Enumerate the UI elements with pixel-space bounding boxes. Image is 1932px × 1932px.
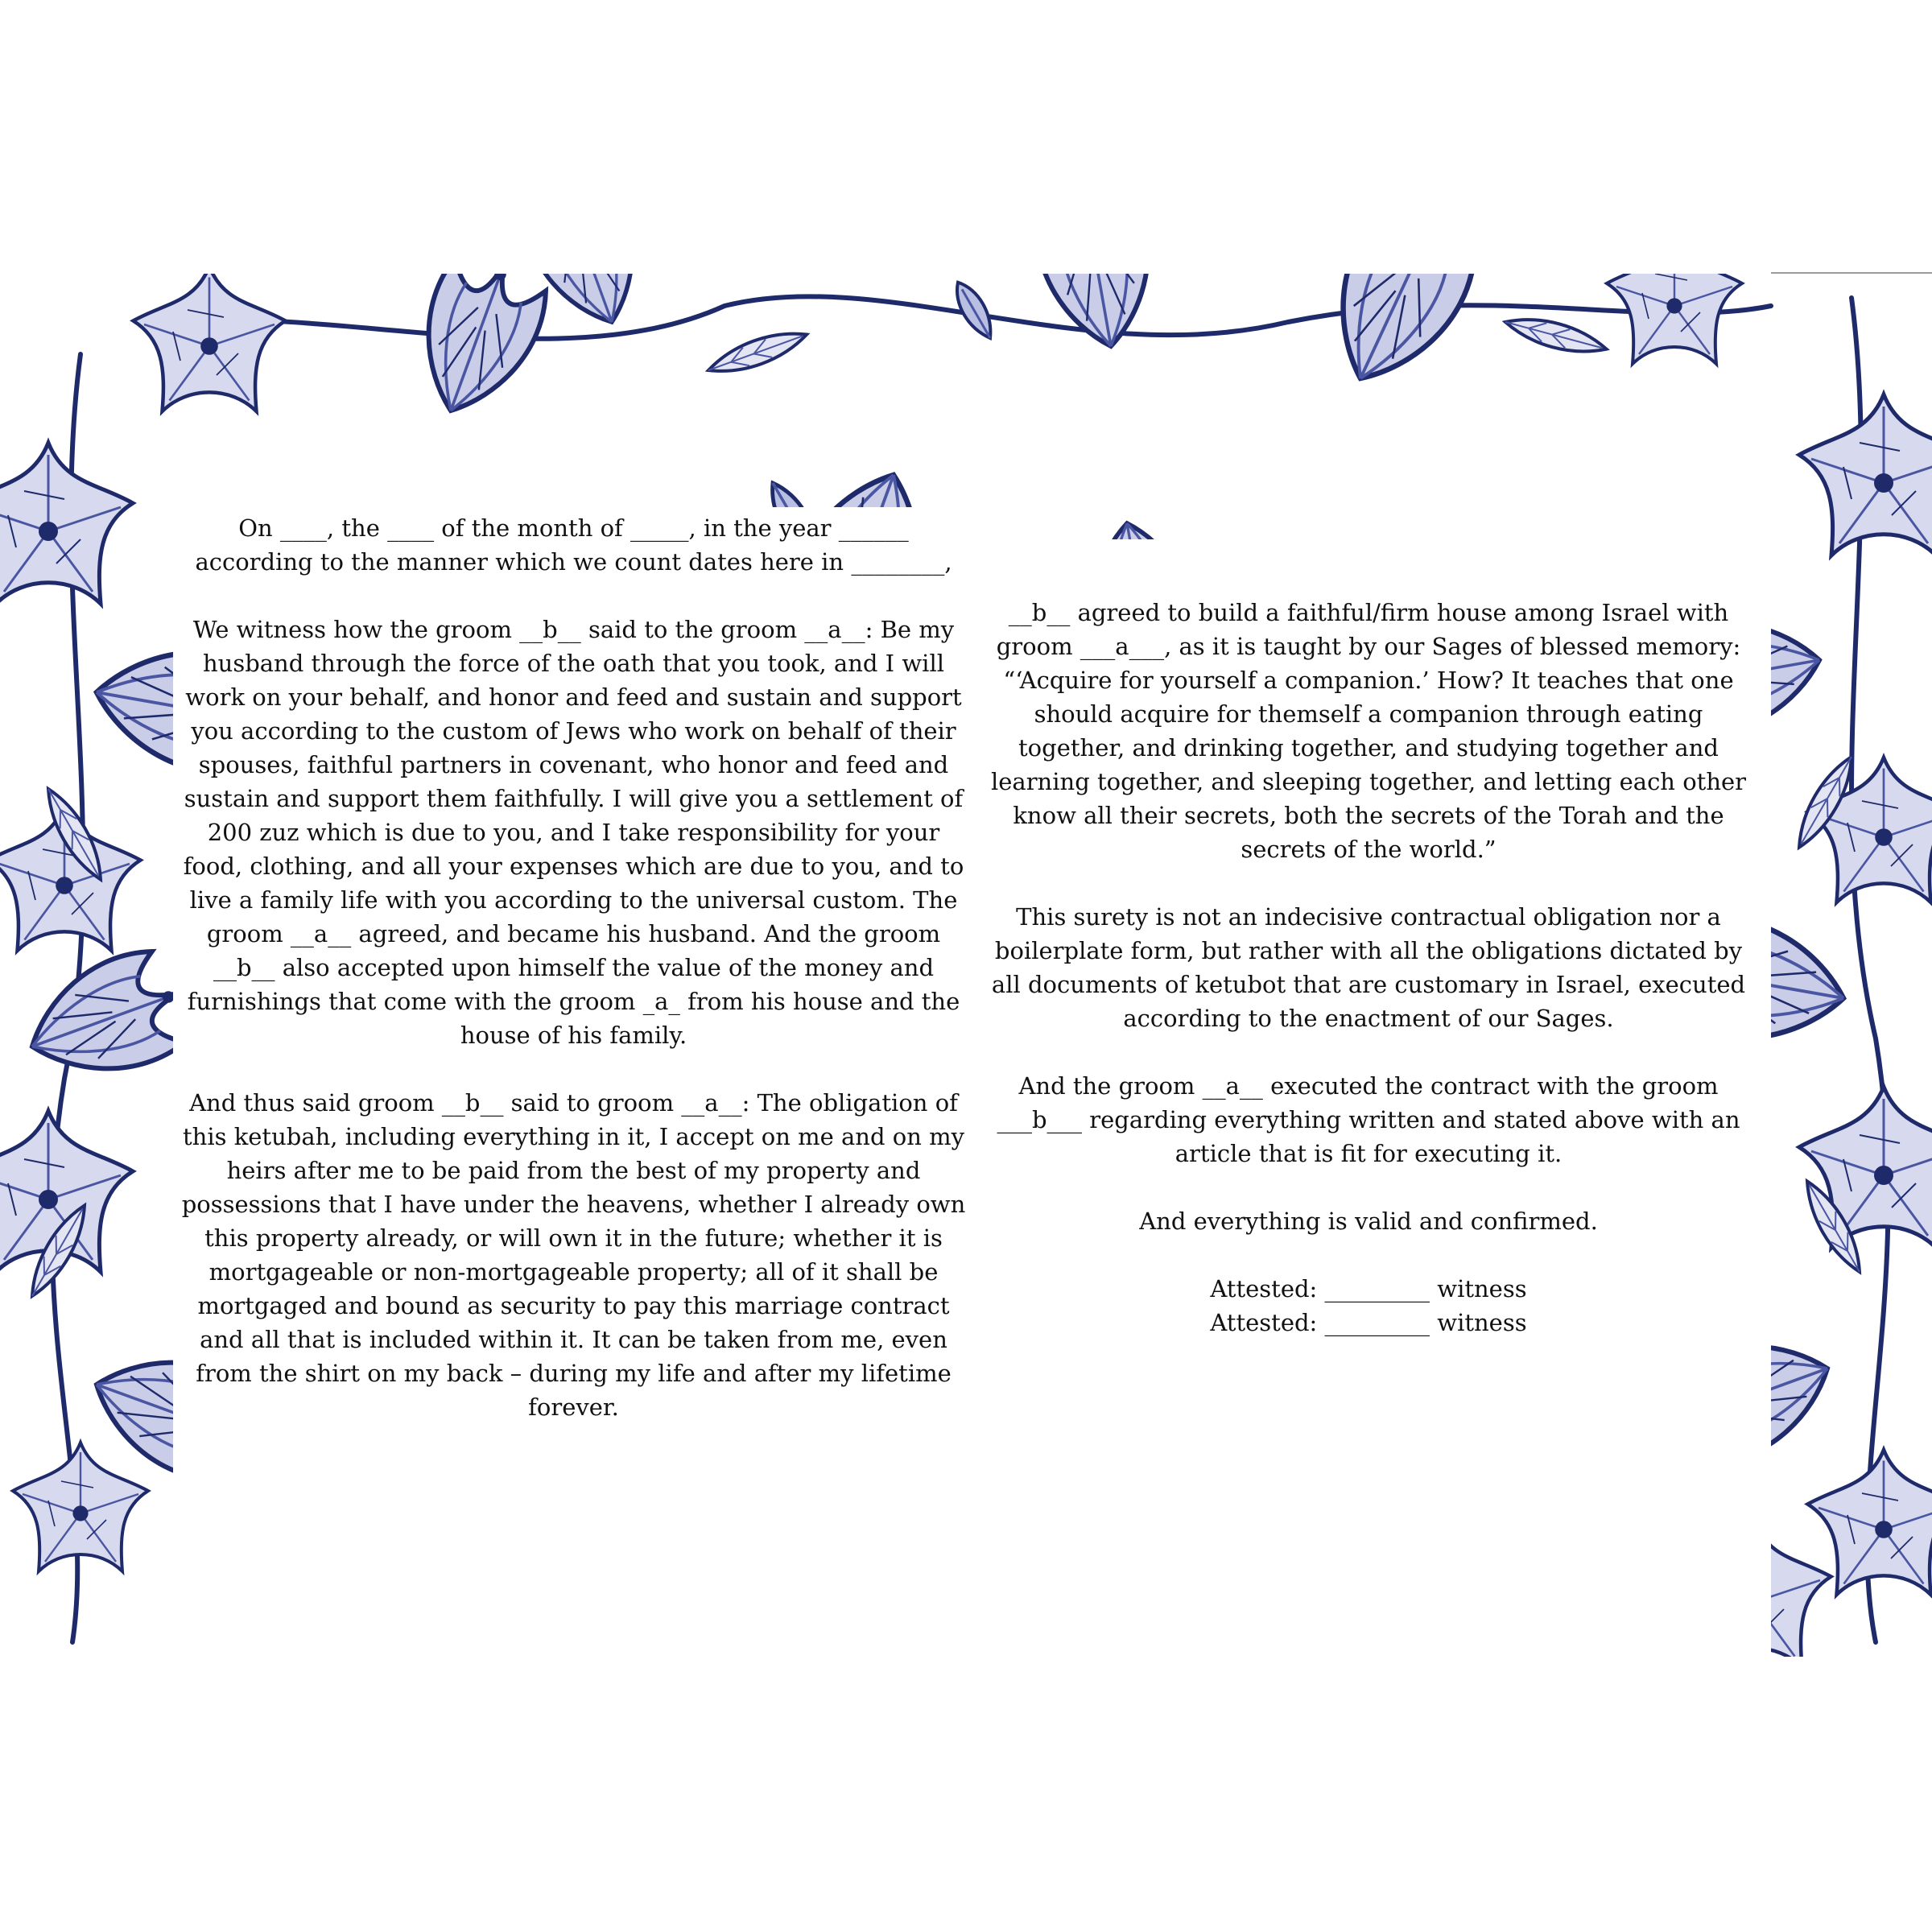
right-paragraph-3: And the groom __a__ executed the contract with the groom ___b___ regarding everything written and stated above with an article that is fit for executing it. [997, 1072, 1740, 1167]
date-line-2: according to the manner which we count dates here in ________, [195, 548, 952, 576]
left-paragraph-1: We witness how the groom __b__ said to the groom __a__: Be my husband through the force of the oath that you took, and I will work on your behalf, and honor and feed and sustain and support you according to the custom of Jews who work on behalf of their spouses, faithful partners in covenant, who honor and feed and sustain and support them faithfully. I will give you a settlement of 200 zuz which is due to you, and I take responsibility for your food, clothing, and all your expenses which are due to you, and to live a family life with you according to the universal custom. The groom __a__ agreed, and became his husband. And the groom __b__ also accepted upon himself the value of the money and furnishings that come with the groom _a_ from his house and the house of his family. [183, 616, 964, 1049]
date-line-1: On ____, the ____ of the month of _____, in the year ______ [238, 514, 909, 542]
right-paragraph-1: __b__ agreed to build a faithful/firm house among Israel with groom ___a___, as it is taught by our Sages of blessed memory: “‘Acquire for yourself a companion.’ How? It teaches that one should acquire for themself a companion through eating together, and drinking together, and studying together and learning together, and sleeping together, and letting each other know all their secrets, both the secrets of the Torah and the secrets of the world.” [990, 599, 1747, 863]
attested-line-2: Attested: _________ witness [1210, 1309, 1527, 1336]
left-column [177, 511, 970, 1458]
ketubah-sheet [0, 274, 1932, 1657]
left-paragraph-2: And thus said groom __b__ said to groom __a__: The obligation of this ketubah, including everything in it, I accept on me and on my heirs after me to be paid from the best of my property and possessions that I have under the heavens, whether I already own this property already, or will own it in the future; whether it is mortgageable or non-mortgageable property; all of it shall be mortgaged and bound as security to pay this marriage contract and all that is included within it. It can be taken from me, even from the shirt on my back – during my life and after my lifetime forever. [181, 1089, 966, 1421]
right-column [986, 596, 1751, 1340]
right-paragraph-2: This surety is not an indecisive contractual obligation nor a boilerplate form, but rather with all the obligations dictated by all documents of ketubot that are customary in Israel, executed according to the enactment of our Sages. [991, 903, 1746, 1032]
attested-line-1: Attested: _________ witness [1210, 1275, 1527, 1302]
right-paragraph-4: And everything is valid and confirmed. [1139, 1208, 1598, 1235]
